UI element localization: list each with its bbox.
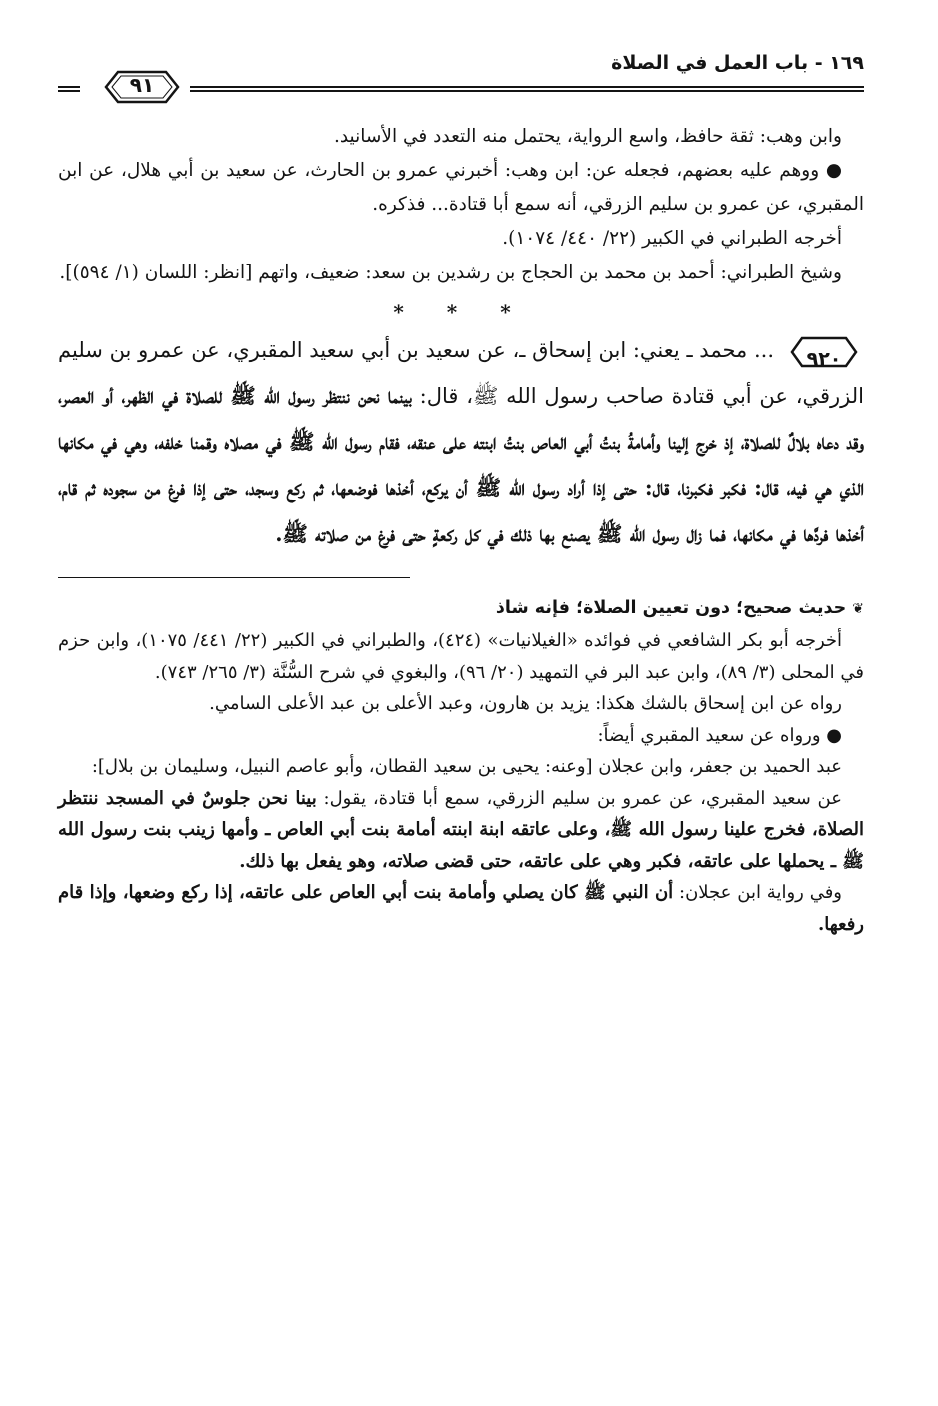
page-header xyxy=(58,50,864,106)
variant-note: ● ووهم عليه بعضهم، فجعله عن: ابن وهب: أخبرني عمرو بن الحارث، عن سعيد بن أبي هلال، عن ابن المقبري، عن عمرو بن سليم الزرقي، أنه سمع أبا قتادة... فذكره. xyxy=(58,160,864,215)
hadith-isnad: ... محمد ـ يعني: ابن إسحاق ـ، عن سعيد بن أبي سعيد المقبري، عن عمرو بن سليم الزرقي، عن أبي قتادة صاحب رسول الله ﷺ، قال: xyxy=(58,338,864,408)
takhrij-narrators-1: رواه عن ابن إسحاق بالشك هكذا: يزيد بن هارون، وعبد الأعلى بن عبد الأعلى السامي. xyxy=(209,693,842,714)
hadith-block xyxy=(58,328,864,557)
header-rule xyxy=(190,86,864,92)
hadith-matn: بينما نحن ننتظر رسول الله ﷺ للصلاة في الظهر، أو العصر، وقد دعاه بلالٌ للصلاة، إذ خرج إلينا وأمامةُ بنتُ أبي العاص بنتُ ابنته على عنقه، فقام رسول الله ﷺ في مصلاه وقمنا خلفه، وهي في مكانها الذي هي فيه، قال: فكبر فكبرنا، قال: حتى إذا أراد رسول الله ﷺ أن يركع، أخذها فوضعها، ثم ركع وسجد، حتى إذا فرغ من سجوده ثم قام، أخذها فردَّها في مكانها، فما زال رسول الله ﷺ يصنع بها ذلك في كل ركعةٍ حتى فرغ من صلاته ﷺ. xyxy=(58,383,864,546)
hadith-grade-text: حديث صحيح؛ دون تعيين الصلاة؛ فإنه شاذ xyxy=(495,598,847,618)
takhrij-text-1-intro: عن سعيد المقبري، عن عمرو بن سليم الزرقي، سمع أبا قتادة، يقول: xyxy=(316,787,843,809)
header-rule-left xyxy=(58,86,80,92)
takhrij-text-2-intro: وفي رواية ابن عجلان: xyxy=(673,882,842,903)
takhrij-section xyxy=(58,592,864,940)
hadith-number-badge xyxy=(784,335,864,369)
tabarani-sheikh-note: وشيخ الطبراني: أحمد بن محمد بن الحجاج بن رشدين بن سعد: ضعيف، واتهم [انظر: اللسان (١/ ٥٩٤)]. xyxy=(59,262,842,283)
tabarani-reference: أخرجه الطبراني في الكبير (٢٢/ ٤٤٠/ ١٠٧٤). xyxy=(502,228,842,249)
takhrij-narrators-3: عبد الحميد بن جعفر، وابن عجلان [وعنه: يحيى بن سعيد القطان، وأبو عاصم النبيل، وسليمان بن بلال]: xyxy=(91,756,842,777)
takhrij-narrators-2: ● ورواه عن سعيد المقبري أيضاً: xyxy=(597,724,842,746)
takhrij-text-2-matn: أن النبي ﷺ كان يصلي وأمامة بنت أبي العاص على عاتقه، إذا ركع وضعها، وإذا قام رفعها. xyxy=(58,882,864,935)
takhrij-text-1 xyxy=(58,783,864,878)
page-number-badge xyxy=(96,68,188,106)
takhrij-sources: أخرجه أبو بكر الشافعي في فوائده «الغيلانيات» (٤٢٤)، والطبراني في الكبير (٢٢/ ٤٤١/ ١٠٧٥)، وابن حزم في المحلى (٣/ ٨٩)، وابن عبد البر في التمهيد (٢٠/ ٩٦)، والبغوي في شرح السُّنَّة (٣/ ٢٦٥/ ٧٤٣). xyxy=(58,630,864,683)
hadith-grade xyxy=(58,592,864,625)
takhrij-text-1-matn: بينا نحن جلوسٌ في المسجد ننتظر الصلاة، فخرج علينا رسول الله ﷺ، وعلى عاتقه ابنة ابنته أمامة بنت أبي العاص ـ وأمها زينب بنت رسول الله ﷺ ـ يحملها على عاتقه، فكبر وهي على عاتقه، حتى قضى صلاته، وهو يفعل بها ذلك. xyxy=(58,787,864,872)
takhrij-text-2 xyxy=(58,877,864,940)
chapter-title: ١٦٩ - باب العمل في الصلاة xyxy=(611,52,864,74)
footnote-rule xyxy=(58,577,410,578)
narrator-note: وابن وهب: ثقة حافظ، واسع الرواية، يحتمل منه التعدد في الأسانيد. xyxy=(333,126,842,147)
section-separator: * * * xyxy=(393,300,529,324)
page-number: ٩١ xyxy=(129,73,155,97)
hadith-number: ٩٢٠ xyxy=(806,347,842,370)
book-page xyxy=(58,50,864,940)
book-icon: ❦ xyxy=(852,601,864,617)
